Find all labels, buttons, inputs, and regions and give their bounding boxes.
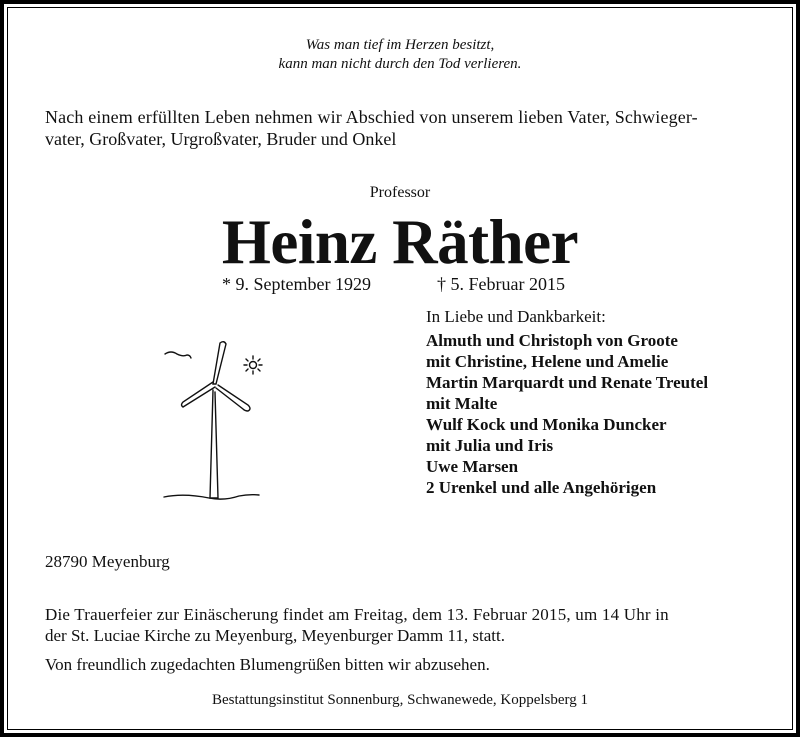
mourner-line: Wulf Kock und Monika Duncker	[426, 415, 667, 434]
death-date: † 5. Februar 2015	[437, 274, 565, 294]
intro-line: vater, Großvater, Urgroßvater, Bruder und Onkel	[45, 129, 397, 149]
mourners-intro: In Liebe und Dankbarkeit:	[426, 307, 606, 326]
intro-line: Nach einem erfüllten Leben nehmen wir Abschied von unserem lieben Vater, Schwieger-	[45, 107, 698, 127]
mourner-line: Martin Marquardt und Renate Treutel	[426, 373, 709, 392]
mourner-line: Almuth und Christoph von Groote	[426, 331, 678, 350]
mourner-line: mit Julia und Iris	[426, 436, 554, 455]
city: 28790 Meyenburg	[45, 552, 170, 571]
deceased-name: Heinz Räther	[221, 207, 579, 277]
mourner-line: mit Christine, Helene und Amelie	[426, 352, 669, 371]
wind-turbine-icon	[150, 330, 280, 510]
funeral-info-line: der St. Luciae Kirche zu Meyenburg, Meyenburger Damm 11, statt.	[45, 626, 505, 645]
funeral-info	[45, 604, 669, 646]
mourners-block	[426, 306, 708, 498]
intro-text	[45, 106, 698, 150]
motto	[0, 36, 800, 74]
academic-title: Professor	[369, 184, 431, 201]
motto-line: kann man nicht durch den Tod verlieren.	[278, 56, 522, 72]
motto-line: Was man tief im Herzen besitzt,	[305, 37, 495, 53]
undertaker: Bestattungsinstitut Sonnenburg, Schwanewede, Koppelsberg 1	[211, 692, 589, 708]
birth-date: * 9. September 1929	[222, 274, 371, 294]
mourner-line: 2 Urenkel und alle Angehörigen	[426, 478, 657, 497]
funeral-info-line: Die Trauerfeier zur Einäscherung findet am Freitag, dem 13. Februar 2015, um 14 Uhr in	[45, 605, 669, 624]
flowers-note: Von freundlich zugedachten Blumengrüßen bitten wir abzusehen.	[45, 655, 490, 674]
mourner-line: mit Malte	[426, 394, 498, 413]
mourner-line: Uwe Marsen	[426, 457, 519, 476]
